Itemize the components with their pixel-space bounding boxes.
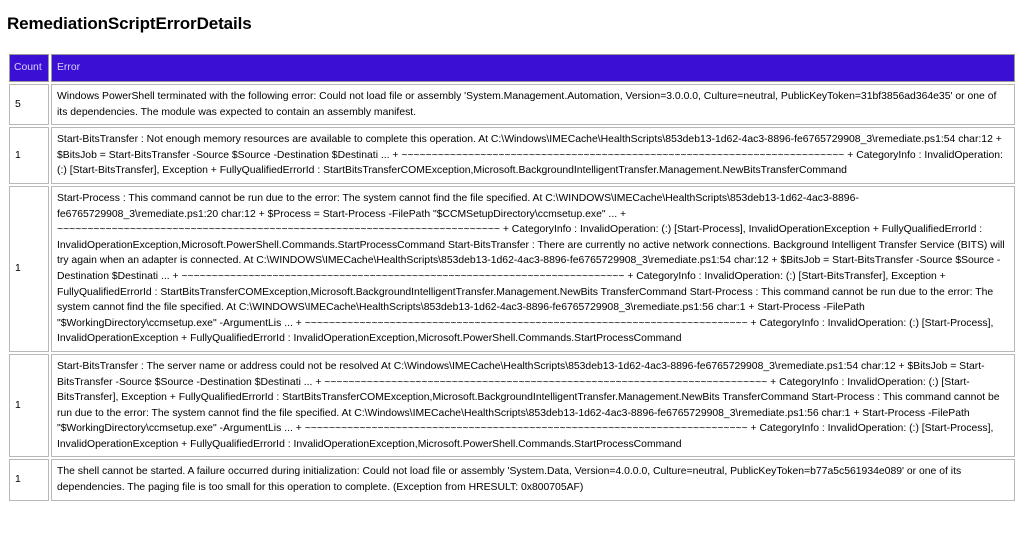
error-cell: Start-BitsTransfer : The server name or address could not be resolved At C:\Windows\IMECache\HealthScripts\853deb13-1d62-4ac3-8896-fe6765729908_3\remediate.ps1:54 char:12 + $BitsJob = Start-BitsTransfer -Source $Source -Destination $Destinati ... + ~~~~~~~~~~~~~~~~~~~~~~~~~~~~~~~~~~~~~~~~~~~~~~~~~~~~~~~~~~~~~~~~~~~~~~~~~ + CategoryInfo : InvalidOperation: (:) [Start-BitsTransfer], Exception + FullyQualifiedErrorId : StartBitsTransferCOMException,Microsoft.BackgroundIntelligentTransfer.Management.NewBits TransferCommand Start-Process : This command cannot be run due to the error: The system cannot find the file specified. At C:\Windows\IMECache\HealthScripts\853deb13-1d62-4ac3-8896-fe6765729908_3\remediate.ps1:56 char:1 + Start-Process -FilePath "$WorkingDirectory\ccmsetup.exe" -ArgumentLis ... + ~~~~~~~~~~~~~~~~~~~~~~~~~~~~~~~~~~~~~~~~~~~~~~~~~~~~~~~~~~~~~~~~~~~~~~~~~ + CategoryInfo : InvalidOperation: (:) [Start-Process], InvalidOperationException + FullyQualifiedErrorId : InvalidOperationException,Microsoft.PowerShell.Commands.StartProcessCommand: [51, 354, 1015, 458]
count-cell: 5: [9, 84, 49, 125]
error-cell: Windows PowerShell terminated with the following error: Could not load file or assembly 'System.Management.Automation, Version=3.0.0.0, Culture=neutral, PublicKeyToken=31bf3856ad364e35' or one of its dependencies. The module was expected to contain an assembly manifest.: [51, 84, 1015, 125]
count-cell: 1: [9, 127, 49, 184]
table-row: [9, 127, 1015, 184]
table-row: [9, 459, 1015, 500]
table-header-row: [9, 54, 1015, 82]
error-details-table: [7, 52, 1017, 503]
table-row: [9, 354, 1015, 458]
error-cell: The shell cannot be started. A failure occurred during initialization: Could not load file or assembly 'System.Data, Version=4.0.0.0, Culture=neutral, PublicKeyToken=b77a5c561934e089' or one of its dependencies. The paging file is too small for this operation to complete. (Exception from HRESULT: 0x800705AF): [51, 459, 1015, 500]
column-header-error: Error: [51, 54, 1015, 82]
table-row: [9, 84, 1015, 125]
error-cell: Start-Process : This command cannot be run due to the error: The system cannot find the file specified. At C:\WINDOWS\IMECache\HealthScripts\853deb13-1d62-4ac3-8896-fe6765729908_3\remediate.ps1:20 char:12 + $Process = Start-Process -FilePath "$CCMSetupDirectory\ccmsetup.exe" ... + ~~~~~~~~~~~~~~~~~~~~~~~~~~~~~~~~~~~~~~~~~~~~~~~~~~~~~~~~~~~~~~~~~~~~~~~~~ + CategoryInfo : InvalidOperation: (:) [Start-Process], InvalidOperationException + FullyQualifiedErrorId : InvalidOperationException,Microsoft.PowerShell.Commands.StartProcessCommand Start-BitsTransfer : There are currently no active network connections. Background Intelligent Transfer Service (BITS) will try again when an adapter is connected. At C:\WINDOWS\IMECache\HealthScripts\853deb13-1d62-4ac3-8896-fe6765729908_3\remediate.ps1:54 char:12 + $BitsJob = Start-BitsTransfer -Source $Source -Destination $Destinati ... + ~~~~~~~~~~~~~~~~~~~~~~~~~~~~~~~~~~~~~~~~~~~~~~~~~~~~~~~~~~~~~~~~~~~~~~~~~ + CategoryInfo : InvalidOperation: (:) [Start-BitsTransfer], Exception + FullyQualifiedErrorId : StartBitsTransferCOMException,Microsoft.BackgroundIntelligentTransfer.Management.NewBits TransferCommand Start-Process : This command cannot be run due to the error: The system cannot find the file specified. At C:\WINDOWS\IMECache\HealthScripts\853deb13-1d62-4ac3-8896-fe6765729908_3\remediate.ps1:56 char:1 + Start-Process -FilePath "$WorkingDirectory\ccmsetup.exe" -ArgumentLis ... + ~~~~~~~~~~~~~~~~~~~~~~~~~~~~~~~~~~~~~~~~~~~~~~~~~~~~~~~~~~~~~~~~~~~~~~~~~ + CategoryInfo : InvalidOperation: (:) [Start-Process], InvalidOperationException + FullyQualifiedErrorId : InvalidOperationException,Microsoft.PowerShell.Commands.StartProcessCommand: [51, 186, 1015, 352]
column-header-count: Count: [9, 54, 49, 82]
count-cell: 1: [9, 186, 49, 352]
table-row: [9, 186, 1015, 352]
error-cell: Start-BitsTransfer : Not enough memory resources are available to complete this operation. At C:\Windows\IMECache\HealthScripts\853deb13-1d62-4ac3-8896-fe6765729908_3\remediate.ps1:54 char:12 + $BitsJob = Start-BitsTransfer -Source $Source -Destination $Destinati ... + ~~~~~~~~~~~~~~~~~~~~~~~~~~~~~~~~~~~~~~~~~~~~~~~~~~~~~~~~~~~~~~~~~~~~~~~~~ + CategoryInfo : InvalidOperation: (:) [Start-BitsTransfer], Exception + FullyQualifiedErrorId : StartBitsTransferCOMException,Microsoft.BackgroundIntelligentTransfer.Management.NewBitsTransferCommand: [51, 127, 1015, 184]
count-cell: 1: [9, 459, 49, 500]
count-cell: 1: [9, 354, 49, 458]
page-title: RemediationScriptErrorDetails: [7, 14, 252, 33]
